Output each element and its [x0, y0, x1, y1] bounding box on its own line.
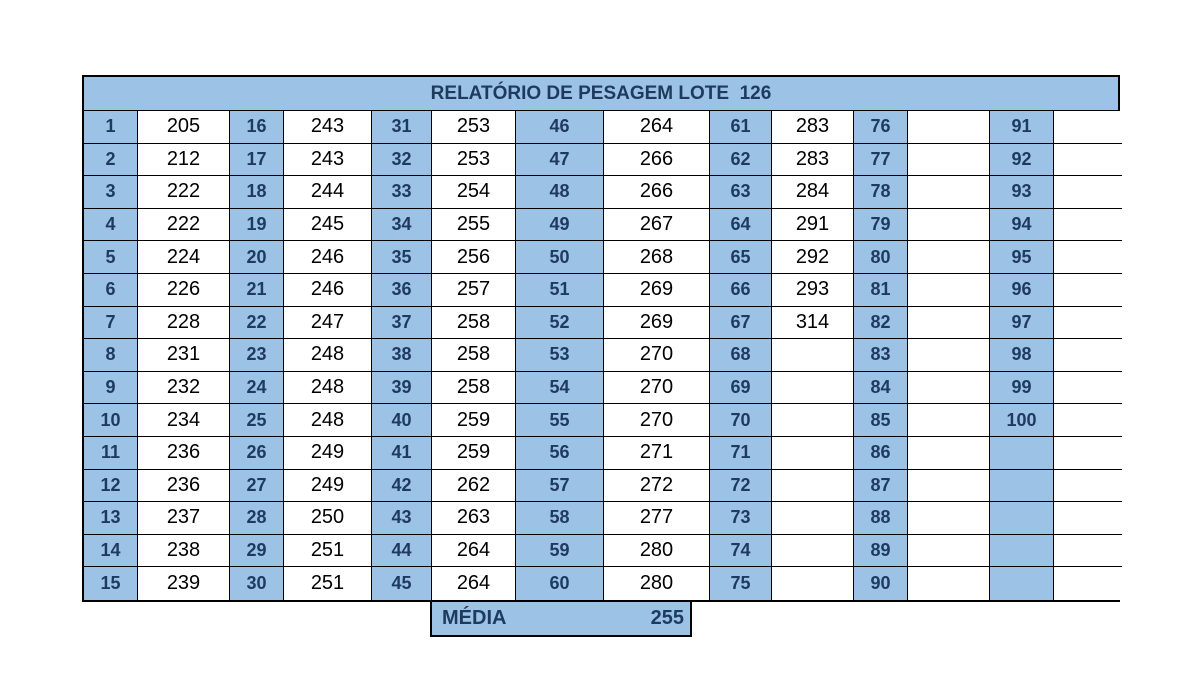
weight-value-cell: 251 [284, 567, 372, 600]
weight-value-cell: 267 [604, 209, 710, 242]
weight-value-cell: 293 [772, 274, 854, 307]
animal-number-cell: 32 [372, 144, 432, 177]
animal-number-cell: 58 [516, 502, 604, 535]
animal-number-cell: 59 [516, 535, 604, 568]
weight-value-cell [1054, 274, 1122, 307]
animal-number-cell: 33 [372, 176, 432, 209]
animal-number-cell: 97 [990, 307, 1054, 340]
animal-number-cell: 16 [230, 111, 284, 144]
animal-number-cell: 63 [710, 176, 772, 209]
animal-number-cell: 51 [516, 274, 604, 307]
weight-value-cell [908, 339, 990, 372]
weight-value-cell: 245 [284, 209, 372, 242]
weight-value-cell: 264 [604, 111, 710, 144]
weight-value-cell [908, 372, 990, 405]
weight-value-cell [1054, 372, 1122, 405]
weight-value-cell [908, 307, 990, 340]
animal-number-cell: 47 [516, 144, 604, 177]
weight-value-cell: 277 [604, 502, 710, 535]
animal-number-cell: 54 [516, 372, 604, 405]
animal-number-cell: 20 [230, 241, 284, 274]
animal-number-cell: 81 [854, 274, 908, 307]
weight-value-cell [1054, 470, 1122, 503]
weight-value-cell [1054, 404, 1122, 437]
weight-value-cell: 266 [604, 144, 710, 177]
animal-number-cell: 19 [230, 209, 284, 242]
weight-value-cell [772, 437, 854, 470]
animal-number-cell: 10 [84, 404, 138, 437]
animal-number-cell: 53 [516, 339, 604, 372]
weight-value-cell: 258 [432, 339, 516, 372]
animal-number-cell: 15 [84, 567, 138, 600]
weight-value-cell: 249 [284, 470, 372, 503]
weight-value-cell: 236 [138, 470, 230, 503]
weights-grid [84, 111, 1118, 600]
animal-number-cell: 9 [84, 372, 138, 405]
weight-value-cell: 231 [138, 339, 230, 372]
animal-number-cell: 88 [854, 502, 908, 535]
animal-number-cell: 83 [854, 339, 908, 372]
weight-value-cell [908, 502, 990, 535]
animal-number-cell: 67 [710, 307, 772, 340]
weight-value-cell: 246 [284, 274, 372, 307]
weight-value-cell: 283 [772, 144, 854, 177]
weight-value-cell: 284 [772, 176, 854, 209]
weight-value-cell: 246 [284, 241, 372, 274]
weight-value-cell [908, 404, 990, 437]
weight-value-cell [908, 470, 990, 503]
animal-number-cell: 85 [854, 404, 908, 437]
animal-number-cell: 78 [854, 176, 908, 209]
weight-value-cell: 258 [432, 372, 516, 405]
animal-number-cell: 92 [990, 144, 1054, 177]
weight-value-cell [1054, 209, 1122, 242]
animal-number-cell: 1 [84, 111, 138, 144]
animal-number-cell: 72 [710, 470, 772, 503]
animal-number-cell: 55 [516, 404, 604, 437]
weight-value-cell: 243 [284, 144, 372, 177]
animal-number-cell: 62 [710, 144, 772, 177]
animal-number-cell: 56 [516, 437, 604, 470]
weight-value-cell: 232 [138, 372, 230, 405]
animal-number-cell: 3 [84, 176, 138, 209]
animal-number-cell: 22 [230, 307, 284, 340]
weight-value-cell: 270 [604, 404, 710, 437]
animal-number-cell: 21 [230, 274, 284, 307]
animal-number-cell: 27 [230, 470, 284, 503]
animal-number-cell: 26 [230, 437, 284, 470]
animal-number-cell: 11 [84, 437, 138, 470]
animal-number-cell: 91 [990, 111, 1054, 144]
weight-value-cell: 269 [604, 307, 710, 340]
weight-value-cell [772, 502, 854, 535]
weight-value-cell: 314 [772, 307, 854, 340]
animal-number-cell: 98 [990, 339, 1054, 372]
animal-number-cell: 61 [710, 111, 772, 144]
weight-value-cell [1054, 502, 1122, 535]
animal-number-cell: 90 [854, 567, 908, 600]
animal-number-cell: 99 [990, 372, 1054, 405]
animal-number-cell [990, 437, 1054, 470]
weighing-report-table [82, 75, 1120, 602]
weight-value-cell: 248 [284, 339, 372, 372]
animal-number-cell: 34 [372, 209, 432, 242]
weight-value-cell: 262 [432, 470, 516, 503]
weight-value-cell: 222 [138, 176, 230, 209]
weight-value-cell: 263 [432, 502, 516, 535]
weight-value-cell [1054, 307, 1122, 340]
weight-value-cell [1054, 176, 1122, 209]
animal-number-cell: 12 [84, 470, 138, 503]
weight-value-cell: 247 [284, 307, 372, 340]
animal-number-cell [990, 470, 1054, 503]
animal-number-cell: 70 [710, 404, 772, 437]
weight-value-cell [1054, 535, 1122, 568]
animal-number-cell: 7 [84, 307, 138, 340]
weight-value-cell [1054, 437, 1122, 470]
weight-value-cell: 228 [138, 307, 230, 340]
weight-value-cell [908, 241, 990, 274]
weight-value-cell: 239 [138, 567, 230, 600]
animal-number-cell: 14 [84, 535, 138, 568]
weight-value-cell: 270 [604, 372, 710, 405]
weight-value-cell [1054, 144, 1122, 177]
animal-number-cell: 71 [710, 437, 772, 470]
weight-value-cell [772, 567, 854, 600]
weight-value-cell: 264 [432, 535, 516, 568]
animal-number-cell: 60 [516, 567, 604, 600]
animal-number-cell: 100 [990, 404, 1054, 437]
weight-value-cell [908, 535, 990, 568]
animal-number-cell: 65 [710, 241, 772, 274]
animal-number-cell: 4 [84, 209, 138, 242]
weight-value-cell: 283 [772, 111, 854, 144]
weight-value-cell: 254 [432, 176, 516, 209]
weight-value-cell: 257 [432, 274, 516, 307]
weight-value-cell [1054, 339, 1122, 372]
animal-number-cell: 79 [854, 209, 908, 242]
weight-value-cell: 270 [604, 339, 710, 372]
weight-value-cell [772, 372, 854, 405]
animal-number-cell: 30 [230, 567, 284, 600]
animal-number-cell: 68 [710, 339, 772, 372]
animal-number-cell: 44 [372, 535, 432, 568]
weight-value-cell [772, 339, 854, 372]
animal-number-cell [990, 502, 1054, 535]
animal-number-cell: 49 [516, 209, 604, 242]
animal-number-cell: 74 [710, 535, 772, 568]
animal-number-cell: 82 [854, 307, 908, 340]
weight-value-cell: 236 [138, 437, 230, 470]
animal-number-cell: 13 [84, 502, 138, 535]
weight-value-cell: 248 [284, 404, 372, 437]
weight-value-cell: 271 [604, 437, 710, 470]
weight-value-cell [908, 274, 990, 307]
animal-number-cell: 18 [230, 176, 284, 209]
animal-number-cell: 24 [230, 372, 284, 405]
animal-number-cell: 25 [230, 404, 284, 437]
animal-number-cell: 95 [990, 241, 1054, 274]
animal-number-cell: 37 [372, 307, 432, 340]
weight-value-cell [908, 111, 990, 144]
animal-number-cell: 43 [372, 502, 432, 535]
animal-number-cell: 89 [854, 535, 908, 568]
animal-number-cell: 40 [372, 404, 432, 437]
animal-number-cell: 6 [84, 274, 138, 307]
weight-value-cell: 243 [284, 111, 372, 144]
animal-number-cell: 2 [84, 144, 138, 177]
animal-number-cell: 45 [372, 567, 432, 600]
weight-value-cell [1054, 241, 1122, 274]
animal-number-cell: 35 [372, 241, 432, 274]
animal-number-cell: 57 [516, 470, 604, 503]
animal-number-cell: 69 [710, 372, 772, 405]
animal-number-cell: 66 [710, 274, 772, 307]
animal-number-cell: 8 [84, 339, 138, 372]
animal-number-cell: 48 [516, 176, 604, 209]
animal-number-cell: 93 [990, 176, 1054, 209]
weight-value-cell: 269 [604, 274, 710, 307]
animal-number-cell: 52 [516, 307, 604, 340]
animal-number-cell: 31 [372, 111, 432, 144]
animal-number-cell: 38 [372, 339, 432, 372]
weight-value-cell: 253 [432, 111, 516, 144]
weight-value-cell [908, 144, 990, 177]
average-box [430, 600, 692, 637]
animal-number-cell: 64 [710, 209, 772, 242]
animal-number-cell: 73 [710, 502, 772, 535]
weight-value-cell: 234 [138, 404, 230, 437]
weight-value-cell: 222 [138, 209, 230, 242]
weight-value-cell: 256 [432, 241, 516, 274]
average-value: 255 [650, 607, 684, 629]
animal-number-cell: 42 [372, 470, 432, 503]
animal-number-cell: 17 [230, 144, 284, 177]
weight-value-cell: 266 [604, 176, 710, 209]
weight-value-cell [908, 437, 990, 470]
weight-value-cell: 238 [138, 535, 230, 568]
weight-value-cell: 259 [432, 437, 516, 470]
weight-value-cell: 212 [138, 144, 230, 177]
animal-number-cell: 41 [372, 437, 432, 470]
animal-number-cell [990, 535, 1054, 568]
animal-number-cell: 84 [854, 372, 908, 405]
animal-number-cell: 77 [854, 144, 908, 177]
weight-value-cell: 251 [284, 535, 372, 568]
report-title: RELATÓRIO DE PESAGEM LOTE 126 [84, 77, 1118, 111]
animal-number-cell: 46 [516, 111, 604, 144]
weight-value-cell: 253 [432, 144, 516, 177]
animal-number-cell: 76 [854, 111, 908, 144]
animal-number-cell: 50 [516, 241, 604, 274]
weight-value-cell [908, 567, 990, 600]
weight-value-cell: 255 [432, 209, 516, 242]
weight-value-cell: 280 [604, 567, 710, 600]
animal-number-cell: 23 [230, 339, 284, 372]
animal-number-cell: 80 [854, 241, 908, 274]
animal-number-cell: 39 [372, 372, 432, 405]
animal-number-cell: 36 [372, 274, 432, 307]
weight-value-cell: 205 [138, 111, 230, 144]
animal-number-cell: 29 [230, 535, 284, 568]
weight-value-cell [1054, 111, 1122, 144]
weight-value-cell: 272 [604, 470, 710, 503]
animal-number-cell: 87 [854, 470, 908, 503]
weight-value-cell [772, 404, 854, 437]
animal-number-cell [990, 567, 1054, 600]
weight-value-cell: 237 [138, 502, 230, 535]
weight-value-cell: 258 [432, 307, 516, 340]
weight-value-cell [772, 470, 854, 503]
weight-value-cell: 248 [284, 372, 372, 405]
animal-number-cell: 28 [230, 502, 284, 535]
weight-value-cell [908, 176, 990, 209]
weight-value-cell [908, 209, 990, 242]
weight-value-cell: 226 [138, 274, 230, 307]
animal-number-cell: 5 [84, 241, 138, 274]
weight-value-cell: 250 [284, 502, 372, 535]
weight-value-cell: 264 [432, 567, 516, 600]
weight-value-cell: 280 [604, 535, 710, 568]
weight-value-cell: 224 [138, 241, 230, 274]
animal-number-cell: 75 [710, 567, 772, 600]
average-label: MÉDIA [442, 607, 507, 629]
weight-value-cell: 291 [772, 209, 854, 242]
weight-value-cell: 244 [284, 176, 372, 209]
weight-value-cell [1054, 567, 1122, 600]
weight-value-cell: 249 [284, 437, 372, 470]
animal-number-cell: 86 [854, 437, 908, 470]
animal-number-cell: 94 [990, 209, 1054, 242]
weight-value-cell: 268 [604, 241, 710, 274]
animal-number-cell: 96 [990, 274, 1054, 307]
weight-value-cell [772, 535, 854, 568]
weight-value-cell: 259 [432, 404, 516, 437]
weight-value-cell: 292 [772, 241, 854, 274]
